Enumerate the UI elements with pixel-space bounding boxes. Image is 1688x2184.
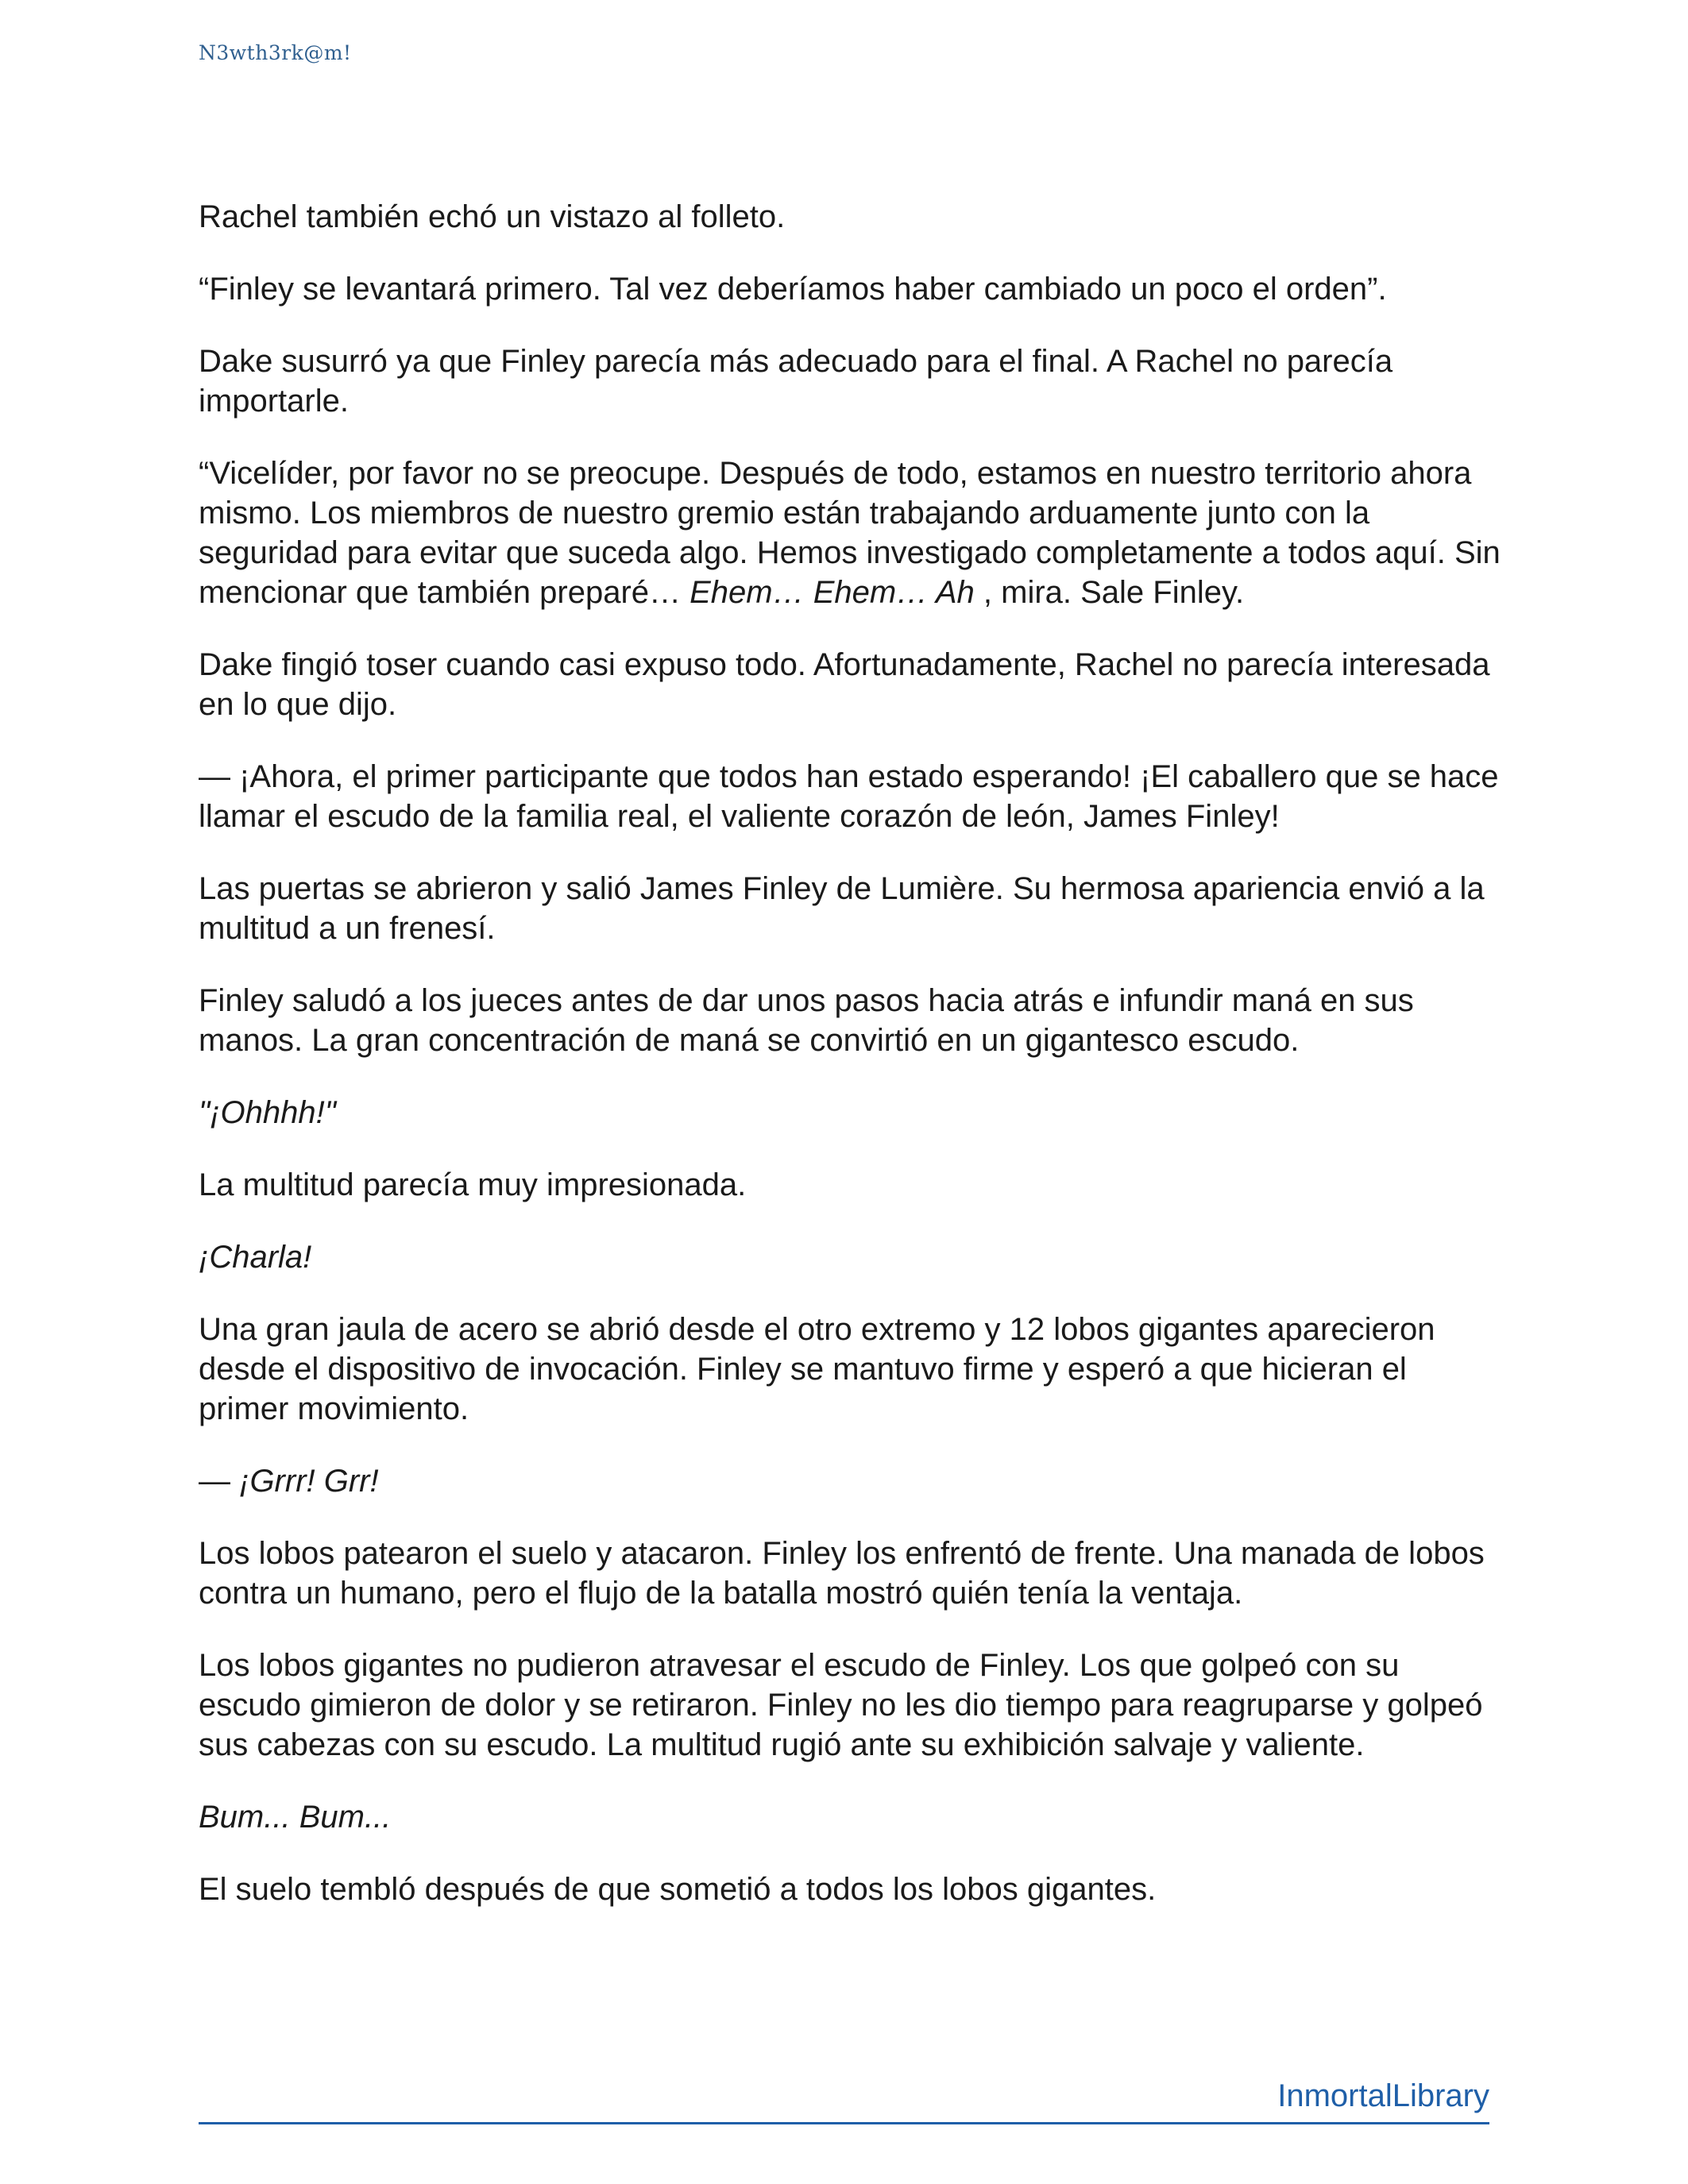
paragraph-italic-text: ¡Grrr! Grr! [239,1464,379,1499]
paragraph: Una gran jaula de acero se abrió desde el otro extremo y 12 lobos gigantes aparecieron desde el dispositivo de invocación. Finley se mantuvo firme y esperó a que hicieran el primer movimiento. [199,1312,1435,1426]
paragraph [199,1461,1501,1501]
paragraph-italic-text: Bum... Bum... [199,1800,392,1835]
footer-rule [199,2076,1489,2124]
paragraph [199,1797,1501,1837]
paragraph: Los lobos patearon el suelo y atacaron. Finley los enfrentó de frente. Una manada de lobos contra un humano, pero el flujo de la batalla mostró quién tenía la ventaja. [199,1536,1485,1611]
paragraph-text: , mira. Sale Finley. [974,575,1245,610]
paragraph: Los lobos gigantes no pudieron atravesar el escudo de Finley. Los que golpeó con su escudo gimieron de dolor y se retiraron. Finley no les dio tiempo para reagruparse y golpeó sus cabezas con su escudo. La multitud rugió ante su exhibición salvaje y valiente. [199,1648,1483,1762]
paragraph: Las puertas se abrieron y salió James Finley de Lumière. Su hermosa apariencia envió a la multitud a un frenesí. [199,871,1485,946]
paragraph: — ¡Ahora, el primer participante que todos han estado esperando! ¡El caballero que se hace llamar el escudo de la familia real, el valiente corazón de león, James Finley! [199,759,1499,834]
paragraph [199,453,1501,612]
paragraph-text: “Vicelíder, por favor no se preocupe. Después de todo, estamos en nuestro territorio ahora mismo. Los miembros de nuestro gremio están trabajando arduamente junto con la seguridad para evitar que suceda algo. Hemos investigado completamente a todos aquí. Sin mencionar que también preparé… [199,456,1501,610]
paragraph: “Finley se levantará primero. Tal vez deberíamos haber cambiado un poco el orden”. [199,272,1387,307]
paragraph: Dake fingió toser cuando casi expuso todo. Afortunadamente, Rachel no parecía interesada en lo que dijo. [199,647,1490,722]
paragraph [199,1093,1501,1133]
paragraph-italic-text: Ehem… Ehem… Ah [689,575,975,610]
paragraph: La multitud parecía muy impresionada. [199,1167,747,1202]
chapter-body [199,197,1501,1942]
paragraph [199,1237,1501,1277]
paragraph-text: — [199,1464,240,1499]
paragraph: Rachel también echó un vistazo al folleto. [199,199,786,234]
paragraph: El suelo tembló después de que sometió a todos los lobos gigantes. [199,1872,1157,1907]
paragraph-italic-text: ¡Charla! [199,1240,312,1275]
header-watermark: N3wth3rk@m! [199,41,352,64]
footer-library-link[interactable]: InmortalLibrary [1277,2078,1489,2113]
paragraph: Dake susurró ya que Finley parecía más adecuado para el final. A Rachel no parecía importarle. [199,344,1393,419]
paragraph: Finley saludó a los jueces antes de dar unos pasos hacia atrás e infundir maná en sus manos. La gran concentración de maná se convirtió en un gigantesco escudo. [199,983,1414,1058]
paragraph-italic-text: "¡Ohhhh!" [199,1095,336,1130]
